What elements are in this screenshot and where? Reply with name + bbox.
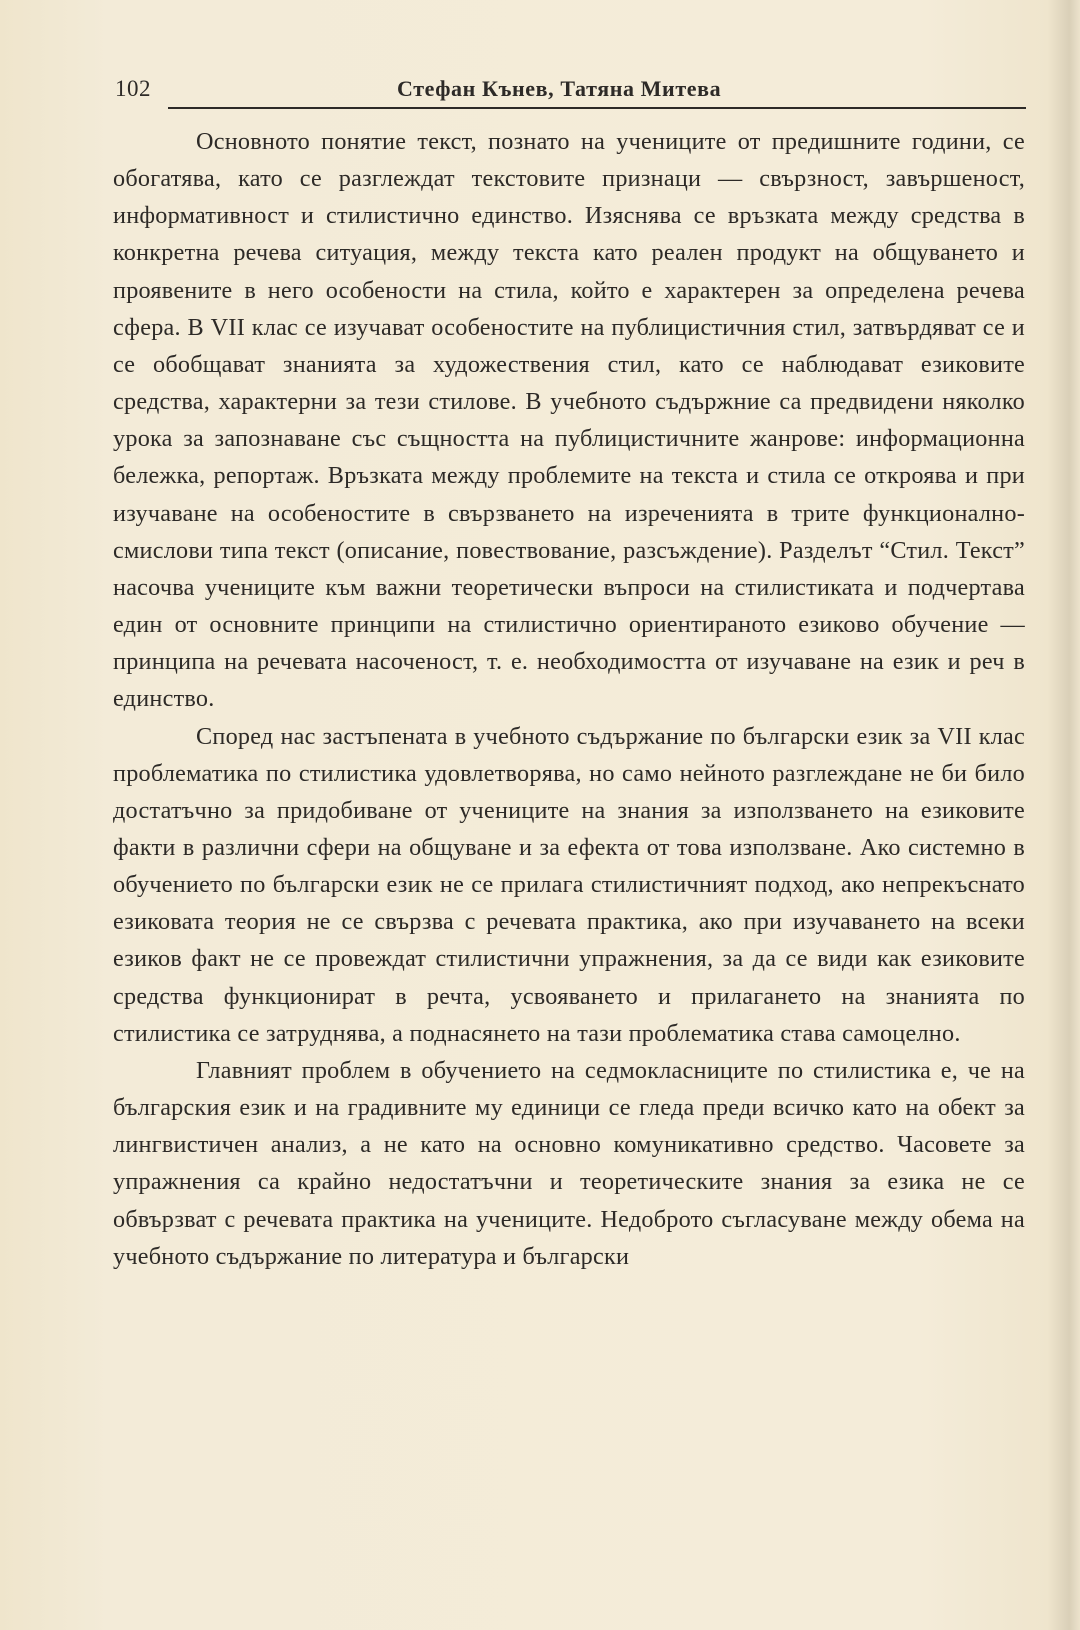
paragraph: Главният проблем в обучението на седмокласниците по стилистика е, че на българския език и на градивните му единици се гледа преди всичко като на обект за лингвистичен анализ, а не като на основно комуникативно средство. Часовете за упражнения са крайно недостатъчни и теоретическите знания за езика не се обвързват с речевата практика на учениците. Недоброто съгласуване между обема на учебното съдържание по литература и български xyxy=(113,1056,1025,1270)
paragraph: Основното понятие текст, познато на учениците от предишните години, се обогатява, като се разглеждат текстовите признаци — свързност, завършеност, информативност и стилистично единство. Изяснява се връзката между средства в конкретна речева ситуация, между текста като реален продукт на общуването и проявените в него особености на стила, който е характерен за определена речева сфера. В VII клас се изучават особеностите на публицистичния стил, затвърдяват се и се обобщават знанията за художествения стил, като се наблюдават езиковите средства, характерни за тези стилове. В учебното съдържние са предвидени няколко урока за запознаване със същността на публицистичните жанрове: информационна бележка, репортаж. Връзката между проблемите на текста и стила се откроява и при изучаване на особеностите в свързването на изреченията в трите функционално-смислови типа текст (описание, повествование, разсъждение). Разделът “Стил. Текст” насочва учениците към важни теоретически въпроси на стилистиката и подчертава един от основните принципи на стилистично ориентираното езиково обучение — принципа на речевата насоченост, т. е. необходимостта от изучаване на език и реч в единство. xyxy=(113,128,1025,713)
page-header xyxy=(115,76,1025,108)
body-text xyxy=(113,123,1025,1275)
paragraph: Според нас застъпената в учебното съдържание по български език за VII клас проблематика по стилистика удовлетворява, но само нейното разглеждане не би било достатъчно за придобиване от учениците на знания за използването на езиковите факти в различни сфери на общуване и за ефекта от това използване. Ако системно в обучението по български език не се прилага стилистичният подход, ако непрекъснато езиковата теория не се свързва с речевата практика, ако при изучаването на всеки езиков факт не се провеждат стилистични упражнения, за да се види как езиковите средства функционират в речта, усвояването и прилагането на знанията по стилистика се затруднява, а поднасянето на тази проблематика става самоцелно. xyxy=(113,722,1025,1047)
page-number: 102 xyxy=(115,76,151,101)
running-head: Стефан Кънев, Татяна Митева xyxy=(397,76,722,101)
header-rule xyxy=(168,107,1026,109)
